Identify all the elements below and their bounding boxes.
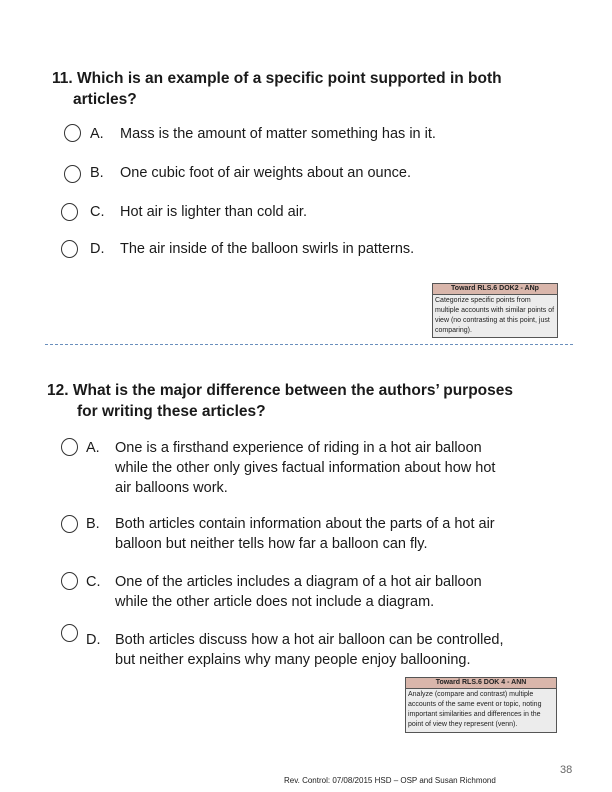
revision-control-footer: Rev. Control: 07/08/2015 HSD – OSP and Susan Richmond [284,776,496,785]
question-11-stem [52,68,502,110]
page-number: 38 [560,764,573,776]
q11-option-a-bubble[interactable] [64,124,81,142]
q12-option-c-letter: C. [86,574,101,590]
question-12-line1: What is the major difference between the authors’ purposes [72,382,513,399]
q12-option-d-letter: D. [86,632,101,648]
q12-option-a-line1: One is a firsthand experience of riding in a hot air balloon [115,440,482,456]
q12-option-a-letter: A. [86,440,100,456]
q11-option-d-text: The air inside of the balloon swirls in patterns. [120,241,415,257]
q12-option-d-line1: Both articles discuss how a hot air balloon can be controlled, [115,632,504,648]
q12-option-b-line1: Both articles contain information about the parts of a hot air [115,516,495,532]
q12-option-a-text [115,438,495,498]
q12-option-c-line2: while the other article does not include a diagram. [115,594,435,610]
q11-option-b-letter: B. [90,165,104,181]
q11-option-b-bubble[interactable] [64,165,81,183]
q11-standard-text: Categorize specific points from multiple accounts with similar points of view (no contrasting at this point, just comparing). [435,297,555,334]
question-12-number: 12. [47,382,69,399]
q12-option-a-line2: while the other only gives factual information about how hot [115,460,496,476]
q11-option-d-bubble[interactable] [61,240,78,258]
q12-option-c-bubble[interactable] [61,572,78,590]
q12-standard-header: Toward RLS.6 DOK 4 - ANN [406,678,556,689]
q11-option-c-bubble[interactable] [61,203,78,221]
q11-option-c-text: Hot air is lighter than cold air. [120,204,307,220]
q11-standard-header: Toward RLS.6 DOK2 - ANp [433,284,557,295]
q11-option-a-letter: A. [90,126,104,142]
q11-option-a-text: Mass is the amount of matter something has in it. [120,126,436,142]
q12-option-a-line3: air balloons work. [115,480,228,496]
q12-option-c-line1: One of the articles includes a diagram of a hot air balloon [115,574,482,590]
q11-option-c-letter: C. [90,204,105,220]
q12-option-a-bubble[interactable] [61,438,78,456]
q12-standard-text: Analyze (compare and contrast) multiple accounts of the same event or topic, noting important similarities and differences in the point of view they represent (venn). [408,691,542,728]
q11-standard-box [432,283,558,338]
q12-option-b-bubble[interactable] [61,515,78,533]
q12-option-c-text [115,572,482,612]
q12-option-d-line2: but neither explains why many people enjoy ballooning. [115,652,471,668]
q12-option-b-line2: balloon but neither tells how far a balloon can fly. [115,536,428,552]
question-12-line2: for writing these articles? [77,403,266,420]
q11-option-d-letter: D. [90,241,105,257]
section-divider [45,344,573,345]
q12-option-b-text [115,514,495,554]
q12-option-b-letter: B. [86,516,100,532]
question-12-stem [47,380,513,422]
q12-standard-box [405,677,557,733]
q11-option-b-text: One cubic foot of air weights about an ounce. [120,165,411,181]
question-11-number: 11. [52,70,73,87]
q12-option-d-bubble[interactable] [61,624,78,642]
question-11-line1: Which is an example of a specific point supported in both [77,70,502,87]
q12-option-d-text [115,630,504,670]
question-11-line2: articles? [73,91,137,108]
